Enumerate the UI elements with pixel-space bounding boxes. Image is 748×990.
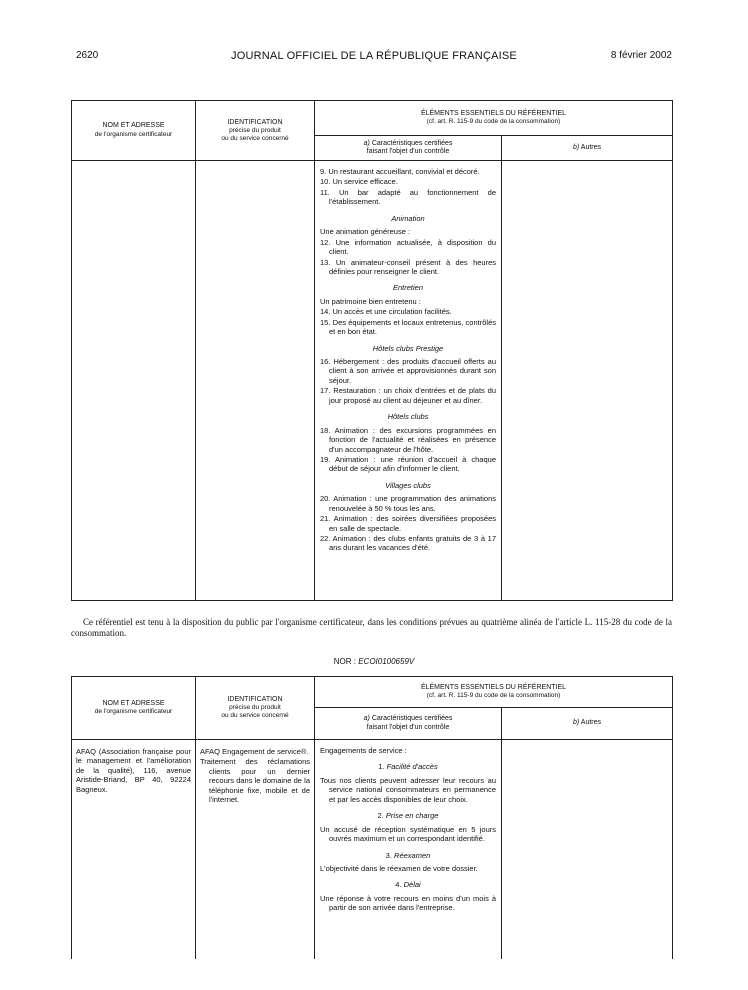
- list-item: 21. Animation : des soirées diversifiées proposées en salle de spectacle.: [320, 514, 496, 533]
- referentiel-table-2: [71, 676, 673, 959]
- service-description: Traitement des réclamations clients pour un dernier recours dans le domaine de la téléphonie fixe, mobile et de l'internet.: [200, 757, 310, 805]
- page-number: 2620: [76, 50, 99, 61]
- cell-autres-empty: [502, 161, 673, 601]
- list-item: 10. Un service efficace.: [320, 177, 398, 187]
- list-item: 18. Animation : des excursions programmées en fonction de l'actualité et réalisées en présence d'un accompagnateur de l'hôte.: [320, 425, 496, 454]
- column-header-nom: NOM ET ADRESSE de l'organisme certificateur: [72, 101, 196, 161]
- column-header-identification: IDENTIFICATION précise du produit ou du service concerné: [196, 101, 315, 161]
- column-header-elements: ÉLÉMENTS ESSENTIELS DU RÉFÉRENTIEL (cf. art. R. 115-9 du code de la consommation): [315, 101, 673, 136]
- column-header-nom: NOM ET ADRESSE de l'organisme certificateur: [72, 677, 196, 740]
- section-text: Tous nos clients peuvent adresser leur recours au service national consommateurs en permanence et par les accès disponibles de leur choix.: [320, 775, 496, 804]
- section-text: Une réponse à votre recours en moins d'un mois à partir de son arrivée dans l'entreprise.: [320, 893, 496, 913]
- list-item: 16. Hébergement : des produits d'accueil offerts au client à son arrivée et approvisionnés durant son séjour.: [320, 357, 496, 385]
- cell-identification-empty: [196, 161, 315, 601]
- section-title-hotels-clubs: Hôtels clubs: [387, 412, 429, 422]
- list-item: 14. Un accès et une circulation facilités.: [320, 307, 452, 317]
- list-item: 15. Des équipements et locaux entretenus, contrôlés et en bon état.: [320, 317, 496, 337]
- referentiel-table-1: [71, 100, 673, 601]
- section-title-reexamen: 3. Réexamen: [385, 850, 431, 860]
- section-title-facilite: 1. Facilité d'accès: [378, 762, 438, 772]
- column-header-identification: IDENTIFICATION précise du produit ou du service concerné: [196, 677, 315, 740]
- list-item: 22. Animation : des clubs enfants gratuits de 3 à 17 ans durant les vacances d'été.: [320, 534, 496, 553]
- section-intro: Une animation généreuse :: [320, 227, 411, 237]
- engagements-intro: Engagements de service :: [320, 746, 407, 755]
- section-text: L'objectivité dans le réexamen de votre dossier.: [320, 863, 478, 873]
- cell-caracteristiques: [315, 161, 502, 601]
- list-item: 12. Une information actualisée, à disposition du client.: [320, 237, 496, 257]
- list-item: 11. Un bar adapté au fonctionnement de l'établissement.: [320, 187, 496, 207]
- section-title-prise-en-charge: 2. Prise en charge: [377, 811, 439, 821]
- journal-title: JOURNAL OFFICIEL DE LA RÉPUBLIQUE FRANÇAISE: [231, 50, 517, 62]
- list-item: 19. Animation : une réunion d'accueil à chaque début de séjour afin d'informer le client.: [320, 454, 496, 474]
- publication-date: 8 février 2002: [610, 50, 672, 61]
- cell-nom-empty: [72, 161, 196, 601]
- list-item: 9. Un restaurant accueillant, convivial et décoré.: [320, 167, 480, 176]
- section-title-delai: 4. Délai: [395, 880, 421, 890]
- section-title-entretien: Entretien: [392, 283, 424, 293]
- column-header-a: a) Caractéristiques certifiées faisant l'objet d'un contrôle: [315, 136, 502, 161]
- cell-autres-empty: [502, 740, 673, 960]
- section-title-animation: Animation: [391, 213, 425, 223]
- column-header-elements: ÉLÉMENTS ESSENTIELS DU RÉFÉRENTIEL (cf. art. R. 115-9 du code de la consommation): [315, 677, 673, 708]
- nor-reference: NOR : ECOI0100659V: [333, 657, 415, 666]
- section-text: Un accusé de réception systématique en 5 jours ouvrés maximum et un correspondant identifié.: [320, 824, 496, 844]
- section-title-prestige: Hôtels clubs Prestige: [372, 343, 444, 353]
- section-title-villages-clubs: Villages clubs: [385, 480, 431, 490]
- column-header-b: b) Autres: [502, 136, 673, 161]
- column-header-b: b) Autres: [502, 708, 673, 740]
- cell-service: [196, 740, 315, 960]
- cell-organism: AFAQ (Association française pour le management et l'amélioration de la qualité), 116, avenue Aristide-Briand, BP 40, 92224 Bagneux.: [72, 740, 196, 960]
- column-header-a: a) Caractéristiques certifiées faisant l'objet d'un contrôle: [315, 708, 502, 740]
- availability-note: Ce référentiel est tenu à la disposition du public par l'organisme certificateur, dans les conditions prévues au quatrième alinéa de l'article L. 115-28 du code de la consommation.: [71, 617, 672, 639]
- service-title: AFAQ Engagement de service®.: [200, 747, 309, 756]
- list-item: 20. Animation : une programmation des animations renouvelée à 50 % tous les ans.: [320, 494, 496, 513]
- section-intro: Un patrimoine bien entretenu :: [320, 296, 421, 306]
- list-item: 17. Restauration : un choix d'entrées et de plats du jour proposé au client au déjeuner et au dîner.: [320, 386, 496, 405]
- list-item: 13. Un animateur-conseil présent à des heures définies pour renseigner le client.: [320, 257, 496, 276]
- cell-engagements: [315, 740, 502, 960]
